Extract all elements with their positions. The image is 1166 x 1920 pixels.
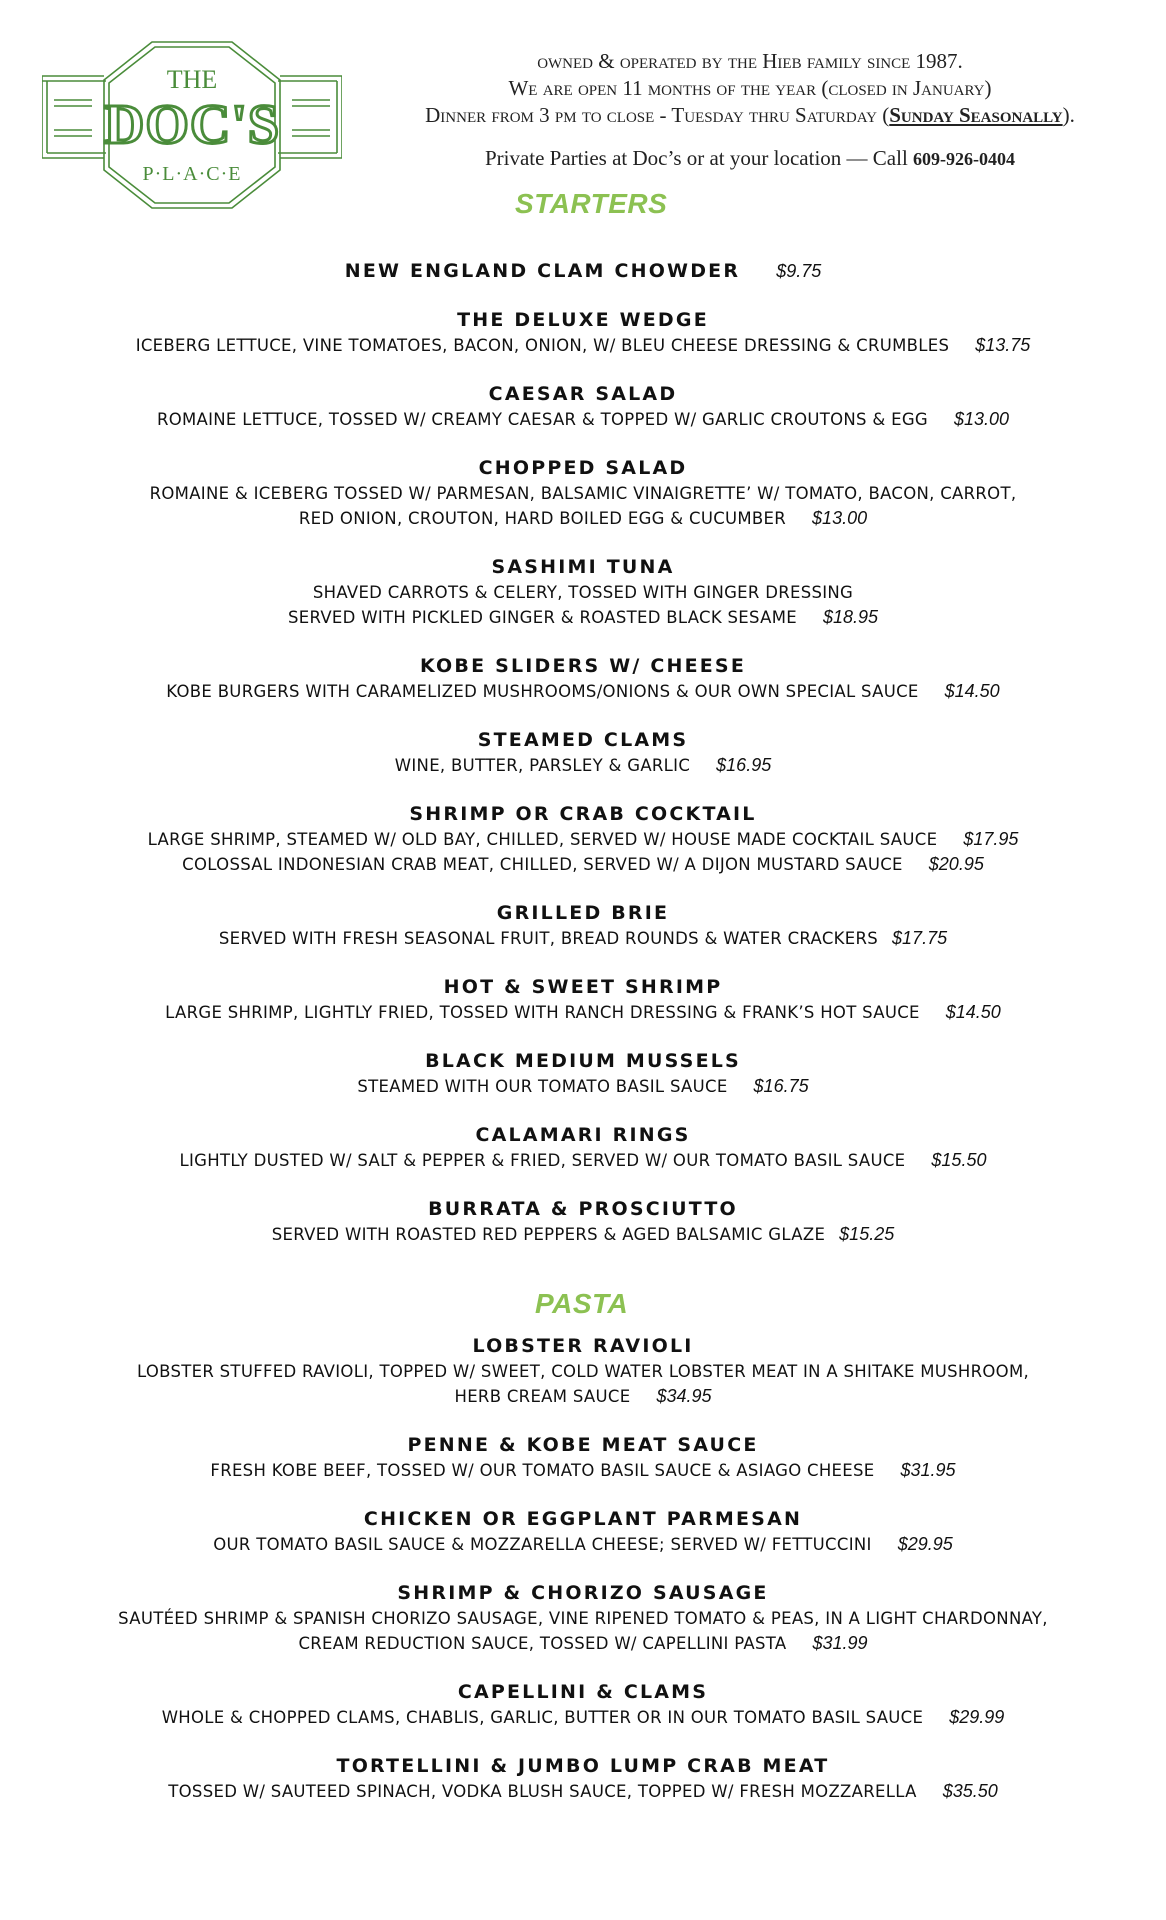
item-description: WHOLE & CHOPPED CLAMS, CHABLIS, GARLIC, BUTTER OR IN OUR TOMATO BASIL SAUCE (161, 1708, 924, 1727)
menu-item (30, 1754, 1136, 1828)
item-name: HOT & SWEET SHRIMP (443, 976, 723, 998)
menu-item (30, 975, 1136, 1049)
item-description: KOBE BURGERS WITH CARAMELIZED MUSHROOMS/ONIONS & OUR OWN SPECIAL SAUCE (166, 682, 919, 701)
item-name: BURRATA & PROSCIUTTO (428, 1198, 738, 1220)
item-description: WINE, BUTTER, PARSLEY & GARLIC (394, 756, 691, 775)
item-name: PENNE & KOBE MEAT SAUCE (407, 1434, 759, 1456)
item-price: $13.00 (954, 409, 1010, 429)
item-price: $16.95 (716, 755, 772, 775)
menu-item (30, 1581, 1136, 1680)
item-description: SHAVED CARROTS & CELERY, TOSSED WITH GINGER DRESSING (312, 583, 854, 602)
menu-item (30, 382, 1136, 456)
menu-item (30, 1197, 1136, 1271)
item-description: ROMAINE & ICEBERG TOSSED W/ PARMESAN, BALSAMIC VINAIGRETTE’ W/ TOMATO, BACON, CARROT, (149, 484, 1017, 503)
menu-item (30, 456, 1136, 555)
item-description: SERVED WITH ROASTED RED PEPPERS & AGED BALSAMIC GLAZE (271, 1225, 826, 1244)
menu-item (30, 1123, 1136, 1197)
item-price: $18.95 (822, 607, 879, 627)
item-price: $20.95 (928, 854, 984, 874)
item-price: $13.00 (812, 508, 868, 528)
menu-item (30, 1049, 1136, 1123)
item-name: SHRIMP OR CRAB COCKTAIL (409, 803, 757, 825)
item-description: LARGE SHRIMP, STEAMED W/ OLD BAY, CHILLED, SERVED W/ HOUSE MADE COCKTAIL SAUCE (147, 830, 938, 849)
item-description: FRESH KOBE BEEF, TOSSED W/ OUR TOMATO BASIL SAUCE & ASIAGO CHEESE (210, 1461, 875, 1480)
item-description: SERVED WITH PICKLED GINGER & ROASTED BLACK SESAME (287, 608, 797, 627)
info-line-3-prefix: Dinner from 3 pm to close - Tuesday thru Saturday ( (425, 103, 890, 127)
item-name: CALAMARI RINGS (475, 1124, 691, 1146)
info-line-3 (340, 102, 1160, 129)
item-price: $31.99 (812, 1633, 868, 1653)
item-description: RED ONION, CROUTON, HARD BOILED EGG & CUCUMBER (298, 509, 787, 528)
menu-item (30, 555, 1136, 654)
menu-item (30, 802, 1136, 901)
item-name: TORTELLINI & JUMBO LUMP CRAB MEAT (336, 1755, 830, 1777)
item-name: KOBE SLIDERS W/ CHEESE (419, 655, 746, 677)
item-description: STEAMED WITH OUR TOMATO BASIL SAUCE (357, 1077, 728, 1096)
item-description: HERB CREAM SAUCE (454, 1387, 631, 1406)
menu-item (30, 259, 1136, 308)
item-description: SAUTÉED SHRIMP & SPANISH CHORIZO SAUSAGE, VINE RIPENED TOMATO & PEAS, IN A LIGHT CHARDONNAY, (118, 1609, 1048, 1628)
starters-heading: STARTERS (515, 188, 668, 219)
item-price: $14.50 (944, 681, 1000, 701)
info-line-2: We are open 11 months of the year (closed in January) (508, 76, 992, 100)
item-description: COLOSSAL INDONESIAN CRAB MEAT, CHILLED, SERVED W/ A DIJON MUSTARD SAUCE (182, 855, 903, 874)
logo-docs-text: DOC'S (103, 94, 281, 156)
menu-item (30, 1433, 1136, 1507)
docs-place-logo (42, 40, 342, 210)
item-name: BLACK MEDIUM MUSSELS (425, 1050, 741, 1072)
info-line-1: owned & operated by the Hieb family since 1987. (537, 49, 963, 73)
item-description: ICEBERG LETTUCE, VINE TOMATOES, BACON, ONION, W/ BLEU CHEESE DRESSING & CRUMBLES (135, 336, 950, 355)
menu-item (30, 1680, 1136, 1754)
menu-item (30, 901, 1136, 975)
item-description: LARGE SHRIMP, LIGHTLY FRIED, TOSSED WITH RANCH DRESSING & FRANK’S HOT SAUCE (165, 1003, 920, 1022)
item-price: $13.75 (975, 335, 1031, 355)
item-price: $29.99 (949, 1707, 1005, 1727)
item-description: OUR TOMATO BASIL SAUCE & MOZZARELLA CHEESE; SERVED W/ FETTUCCINI (213, 1535, 872, 1554)
item-price: $16.75 (753, 1076, 809, 1096)
item-price: $17.75 (892, 928, 948, 948)
item-name: STEAMED CLAMS (477, 729, 689, 751)
item-name: CAESAR SALAD (488, 383, 678, 405)
private-parties-line (340, 146, 1160, 171)
item-price: $14.50 (945, 1002, 1001, 1022)
item-price: $15.50 (931, 1150, 987, 1170)
item-name: NEW ENGLAND CLAM CHOWDER (344, 260, 741, 282)
item-name: SASHIMI TUNA (491, 556, 675, 578)
sunday-seasonally: Sunday Seasonally (889, 103, 1063, 127)
item-price: $17.95 (963, 829, 1019, 849)
item-name: SHRIMP & CHORIZO SAUSAGE (397, 1582, 769, 1604)
phone-number: 609-926-0404 (913, 149, 1016, 169)
pasta-heading: PASTA (535, 1288, 629, 1319)
item-name: LOBSTER RAVIOLI (472, 1335, 694, 1357)
restaurant-info (340, 48, 1160, 129)
item-price: $29.95 (897, 1534, 953, 1554)
menu-item (30, 308, 1136, 382)
item-description: SERVED WITH FRESH SEASONAL FRUIT, BREAD ROUNDS & WATER CRACKERS (218, 929, 879, 948)
menu-item (30, 1334, 1136, 1433)
item-price: $34.95 (656, 1386, 712, 1406)
info-line-3-suffix: ). (1062, 103, 1075, 127)
item-name: CAPELLINI & CLAMS (457, 1681, 709, 1703)
item-name: CHICKEN OR EGGPLANT PARMESAN (363, 1508, 803, 1530)
item-name: CHOPPED SALAD (478, 457, 688, 479)
menu-item (30, 728, 1136, 802)
item-price: $15.25 (839, 1224, 895, 1244)
pasta-list (30, 1334, 1136, 1828)
item-name: GRILLED BRIE (496, 902, 670, 924)
item-description: CREAM REDUCTION SAUCE, TOSSED W/ CAPELLINI PASTA (298, 1634, 787, 1653)
menu-item (30, 1507, 1136, 1581)
logo-place-text: P·L·A·C·E (142, 163, 242, 185)
item-price: $35.50 (942, 1781, 998, 1801)
starters-list (30, 259, 1136, 1271)
item-description: LOBSTER STUFFED RAVIOLI, TOPPED W/ SWEET, COLD WATER LOBSTER MEAT IN A SHITAKE MUSHROOM, (136, 1362, 1030, 1381)
item-description: TOSSED W/ SAUTEED SPINACH, VODKA BLUSH SAUCE, TOPPED W/ FRESH MOZZARELLA (168, 1782, 917, 1801)
item-price: $9.75 (776, 261, 822, 281)
item-description: ROMAINE LETTUCE, TOSSED W/ CREAMY CAESAR & TOPPED W/ GARLIC CROUTONS & EGG (156, 410, 928, 429)
logo-the-text: THE (166, 65, 218, 94)
item-price: $31.95 (900, 1460, 956, 1480)
menu-item (30, 654, 1136, 728)
item-name: THE DELUXE WEDGE (457, 309, 709, 331)
item-description: LIGHTLY DUSTED W/ SALT & PEPPER & FRIED, SERVED W/ OUR TOMATO BASIL SAUCE (179, 1151, 906, 1170)
private-parties-text: Private Parties at Doc’s or at your location — Call (484, 146, 908, 170)
